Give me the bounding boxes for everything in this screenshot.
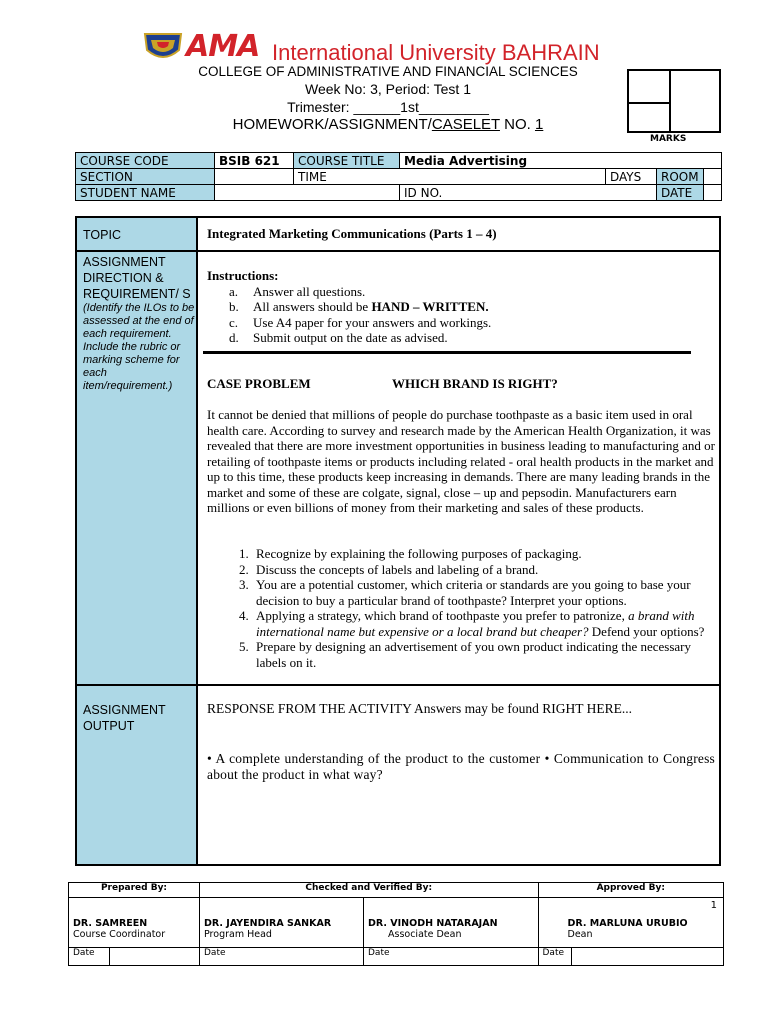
signatory-4: 1 DR. MARLUNA URUBIO Dean xyxy=(538,898,724,948)
questions-list xyxy=(207,546,715,670)
signatory-1: DR. SAMREEN Course Coordinator xyxy=(69,898,200,948)
week-info: Week No: 3, Period: Test 1 xyxy=(304,81,471,97)
instruction-item: b. All answers should be HAND – WRITTEN. xyxy=(229,299,489,314)
title-prefix: HOMEWORK/ASSIGNMENT/ xyxy=(232,116,432,133)
assignment-title xyxy=(128,116,648,133)
id-label: ID NO. xyxy=(400,185,657,201)
instruction-item: d. Submit output on the date as advised. xyxy=(229,330,448,345)
course-info-table xyxy=(75,152,722,201)
date-cell-4[interactable]: Date xyxy=(538,948,571,966)
university-name: International University BAHRAIN xyxy=(272,40,600,65)
question-item: 2. Discuss the concepts of labels and labeling of a brand. xyxy=(252,562,715,578)
questions-block xyxy=(207,546,715,670)
direction-label: ASSIGNMENT DIRECTION & REQUIREMENT/ S (Identify the ILOs to be assessed at the end of each requirement. Include the rubric or marking scheme for each item/requirement.) xyxy=(83,255,195,392)
response-heading: RESPONSE FROM THE ACTIVITY Answers may be found RIGHT HERE... xyxy=(207,701,632,716)
course-title-value: Media Advertising xyxy=(400,153,722,169)
section-label: SECTION xyxy=(76,169,215,185)
page-number: 1 xyxy=(710,900,717,911)
date-cell-3[interactable]: Date xyxy=(364,948,539,966)
course-title-label: COURSE TITLE xyxy=(294,153,400,169)
student-name-label: STUDENT NAME xyxy=(76,185,215,201)
student-name-value[interactable] xyxy=(215,185,400,201)
divider-rule xyxy=(203,351,691,354)
title-no: NO. xyxy=(499,116,535,133)
instructions-list xyxy=(207,284,707,346)
prepared-by-label: Prepared By: xyxy=(69,883,200,898)
case-title: WHICH BRAND IS RIGHT? xyxy=(392,376,558,391)
course-code-value: BSIB 621 xyxy=(215,153,294,169)
college-name: COLLEGE OF ADMINISTRATIVE AND FINANCIAL SCIENCES xyxy=(198,64,578,79)
signatory-3: DR. VINODH NATARAJAN Associate Dean xyxy=(364,898,539,948)
checked-by-label: Checked and Verified By: xyxy=(200,883,539,898)
case-text: It cannot be denied that millions of people do purchase toothpaste as a basic item used in oral health care. According to survey and research made by the American Health Organization, it was revealed that there are more investment opportunities in business leading to manufacturing and or retailing of toothpaste items or products including related - oral health products in the market and up to this time, these products keep increasing in demands. There are many leading brands in the market and some of these are colgate, signal, close – up and pepsodin. Manufacturers earn millions or even billions of money from their marketing and sales of these products. xyxy=(207,407,715,515)
marks-label: MARKS xyxy=(650,134,687,144)
marks-box xyxy=(627,69,721,133)
instruction-item: a. Answer all questions. xyxy=(229,283,366,299)
instructions-title: Instructions: xyxy=(207,268,279,283)
room-value[interactable] xyxy=(704,169,722,185)
case-label: CASE PROBLEM xyxy=(207,376,311,391)
topic-label: TOPIC xyxy=(83,228,121,242)
title-caselet: CASELET xyxy=(431,116,500,133)
ama-logo-text: AMA xyxy=(186,29,260,64)
course-code-label: COURSE CODE xyxy=(76,153,215,169)
date-cell-4-value[interactable] xyxy=(571,948,724,966)
question-item: 5. Prepare by designing an advertisement of you own product indicating the necessary labels on it. xyxy=(252,639,715,670)
assignment-table xyxy=(75,216,721,866)
direction-note: (Identify the ILOs to be assessed at the end of each requirement. Include the rubric or marking scheme for each item/requirement.) xyxy=(83,302,195,392)
question-item: 4. Applying a strategy, which brand of toothpaste you prefer to patronize, a brand with international name but expensive or a local brand but cheaper? Defend your options? xyxy=(252,608,715,639)
section-value[interactable] xyxy=(215,169,294,185)
university-logo xyxy=(143,30,183,64)
title-number: 1 xyxy=(534,116,544,133)
date-label: DATE xyxy=(657,185,704,201)
approved-by-label: Approved By: xyxy=(538,883,724,898)
date-value[interactable] xyxy=(704,185,722,201)
instruction-item: c. Use A4 paper for your answers and workings. xyxy=(229,314,492,330)
date-cell-1[interactable]: Date xyxy=(69,948,200,966)
room-label: ROOM xyxy=(657,169,704,185)
date-cell-2[interactable]: Date xyxy=(200,948,364,966)
time-label: TIME xyxy=(294,169,606,185)
signatory-2: DR. JAYENDIRA SANKAR Program Head xyxy=(200,898,364,948)
topic-value: Integrated Marketing Communications (Parts 1 – 4) xyxy=(207,226,497,241)
signatures-table xyxy=(68,882,724,966)
instructions-block xyxy=(207,268,707,346)
question-item: 1. Recognize by explaining the following purposes of packaging. xyxy=(252,546,715,562)
trimester-info: Trimester: ______1st_________ xyxy=(287,99,489,115)
output-label: ASSIGNMENT OUTPUT xyxy=(83,703,166,733)
days-label: DAYS xyxy=(606,169,657,185)
response-points: • A complete understanding of the product to the customer • Communication to Congress about the product in what way? xyxy=(207,751,715,782)
question-item: 3. You are a potential customer, which criteria or standards are you going to base your decision to buy a particular brand of toothpaste? Interpret your options. xyxy=(252,577,715,608)
